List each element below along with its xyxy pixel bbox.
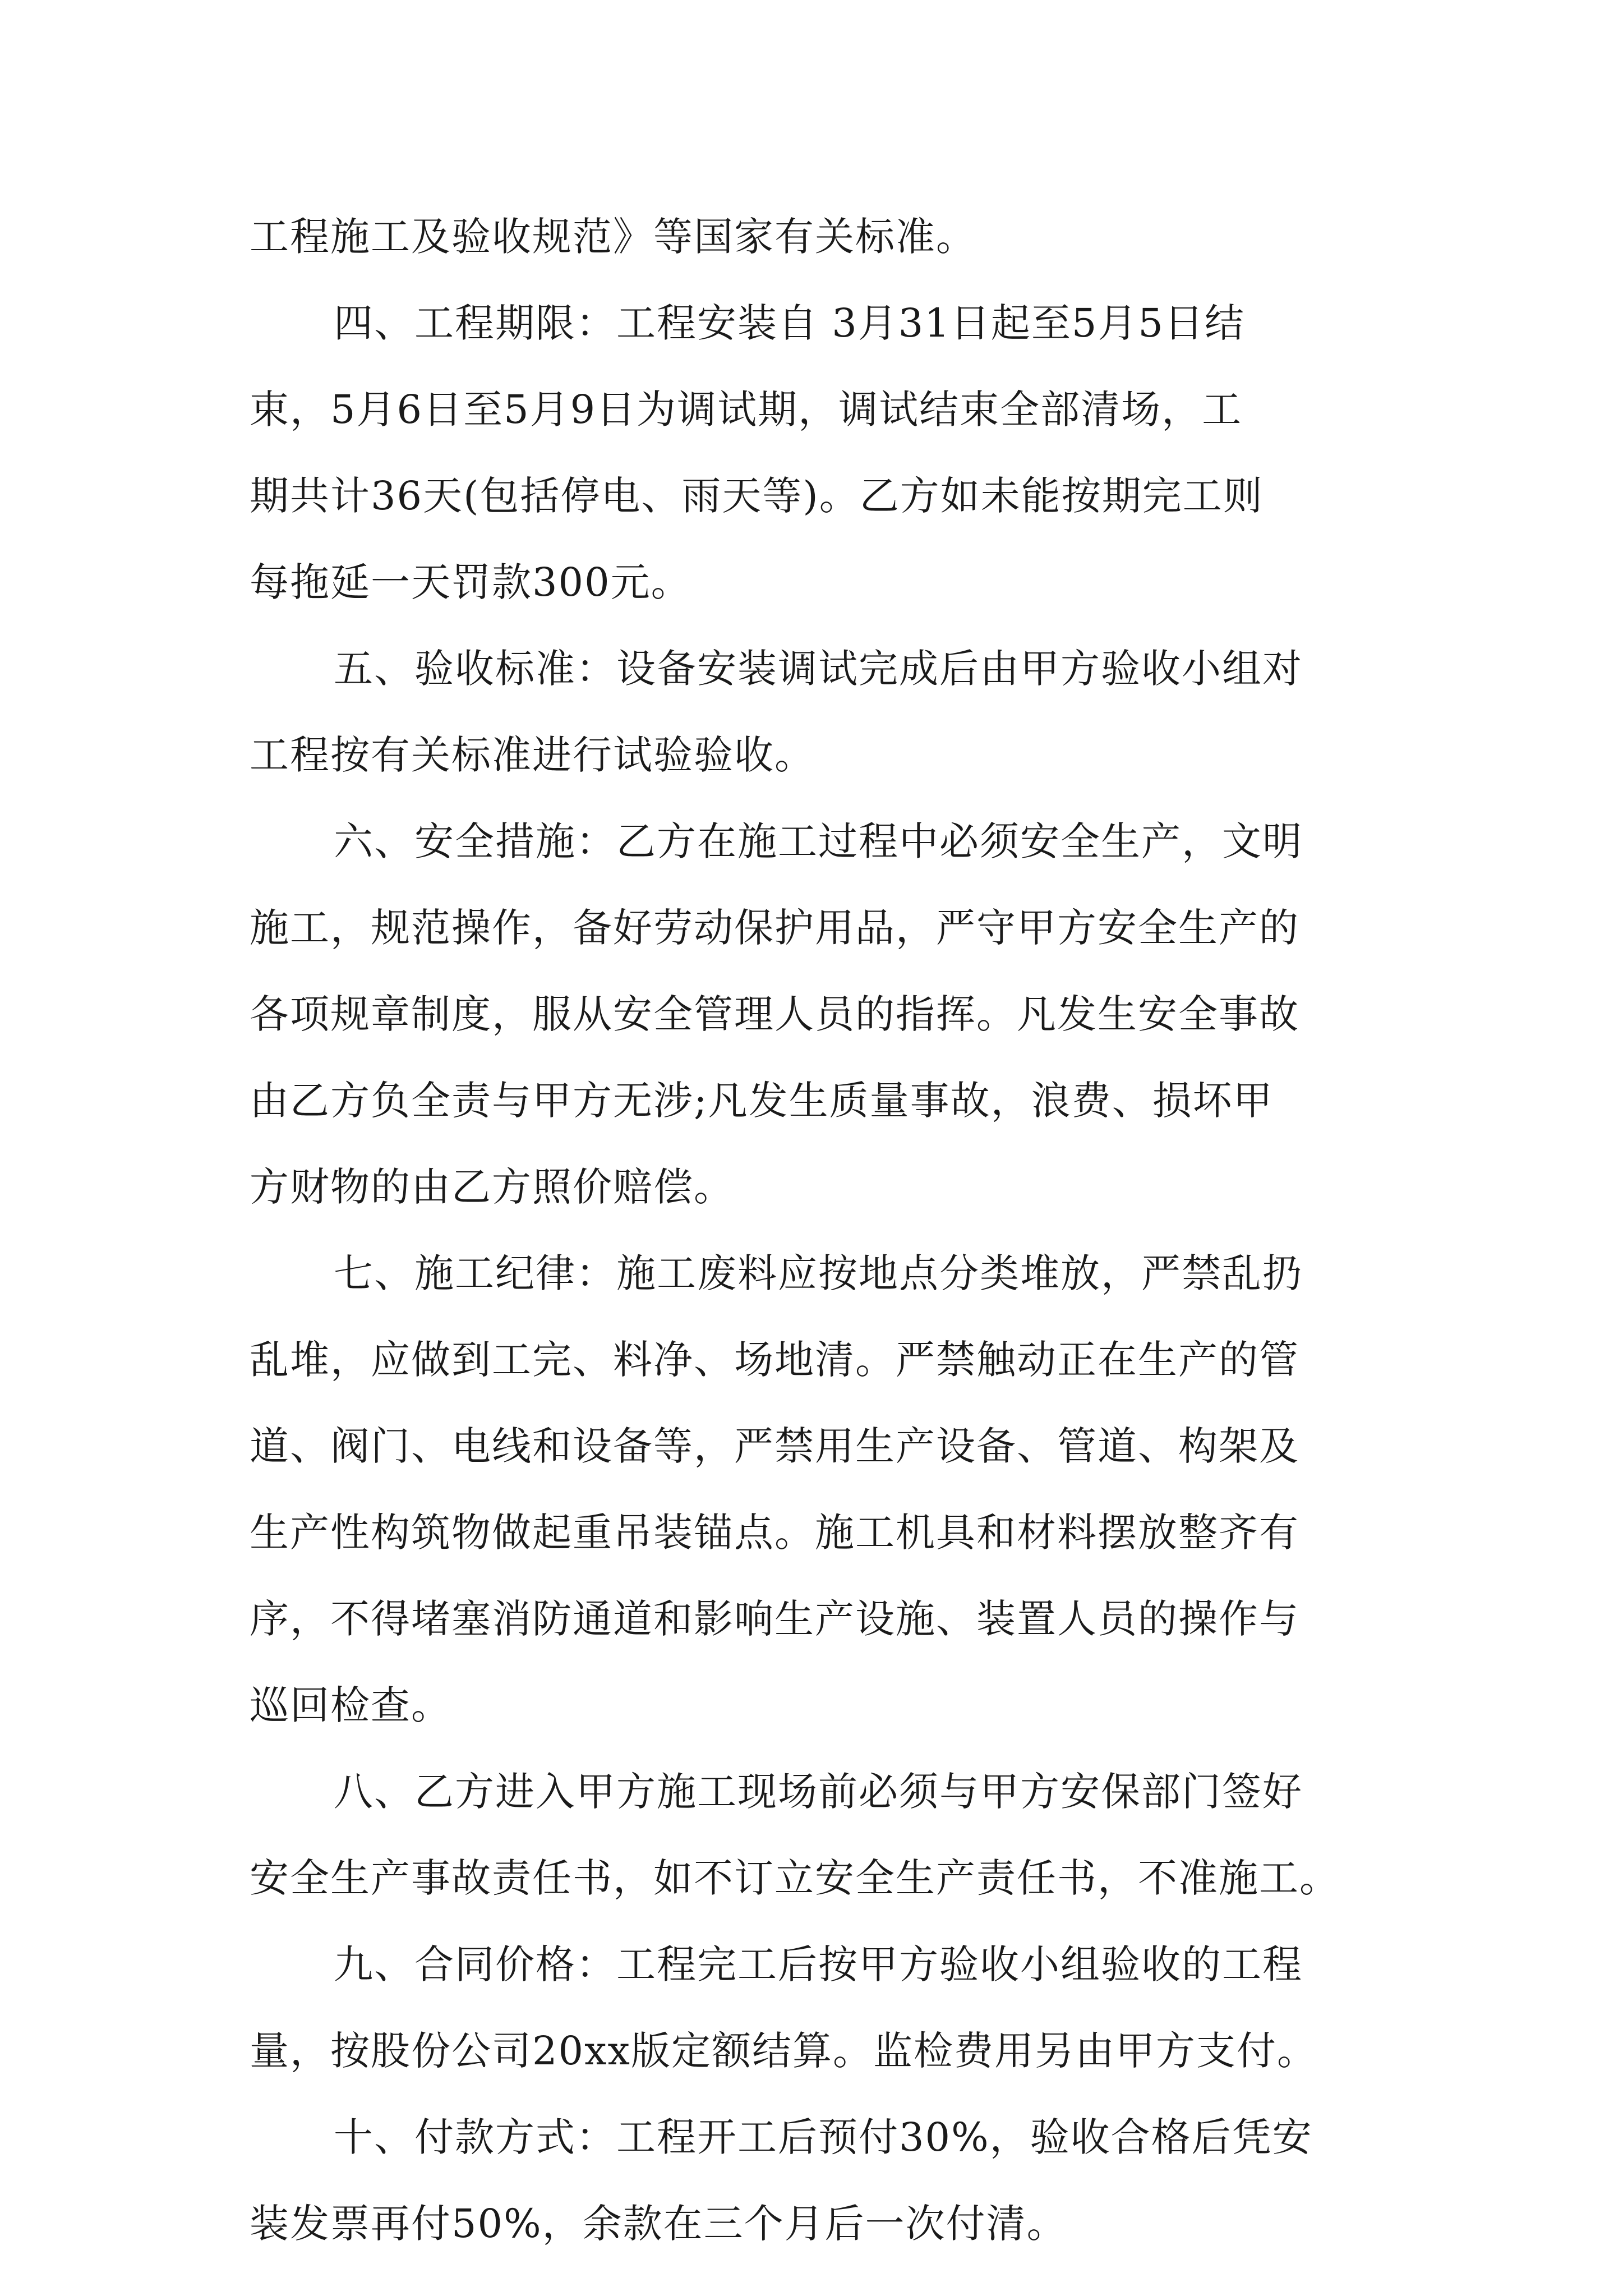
text-line: 九、合同价格：工程完工后按甲方验收小组验收的工程 (334, 1941, 1303, 1987)
text-line: 期共计36天(包括停电、雨天等)。乙方如未能按期完工则 (250, 473, 1264, 519)
text-line: 方财物的由乙方照价赔偿。 (250, 1164, 734, 1210)
contract-text-body (250, 194, 1394, 2267)
text-line: 序，不得堵塞消防通道和影响生产设施、装置人员的操作与 (250, 1596, 1299, 1642)
text-line: 工程按有关标准进行试验验收。 (250, 732, 815, 778)
text-line: 束，5月6日至5月9日为调试期，调试结束全部清场，工 (250, 386, 1243, 432)
text-line: 量，按股份公司20xx版定额结算。监检费用另由甲方支付。 (250, 2028, 1318, 2074)
text-line: 七、施工纪律：施工废料应按地点分类堆放，严禁乱扔 (334, 1250, 1303, 1296)
text-line: 道、阀门、电线和设备等，严禁用生产设备、管道、构架及 (250, 1423, 1299, 1469)
text-line: 乱堆，应做到工完、料净、场地清。严禁触动正在生产的管 (250, 1337, 1299, 1383)
text-line: 四、工程期限：工程安装自 3月31日起至5月5日结 (334, 300, 1245, 346)
text-line: 工程施工及验收规范》等国家有关标准。 (250, 214, 976, 260)
text-line: 每拖延一天罚款300元。 (250, 559, 691, 605)
text-line: 五、验收标准：设备安装调试完成后由甲方验收小组对 (334, 646, 1303, 692)
text-line: 由乙方负全责与甲方无涉;凡发生质量事故，浪费、损坏甲 (250, 1078, 1274, 1124)
text-line: 安全生产事故责任书，如不订立安全生产责任书，不准施工。 (250, 1855, 1340, 1901)
text-line: 巡回检查。 (250, 1682, 451, 1728)
text-line: 各项规章制度，服从安全管理人员的指挥。凡发生安全事故 (250, 991, 1299, 1037)
text-line: 八、乙方进入甲方施工现场前必须与甲方安保部门签好 (334, 1769, 1303, 1815)
text-line: 装发票再付50%，余款在三个月后一次付清。 (250, 2201, 1067, 2247)
text-line: 六、安全措施：乙方在施工过程中必须安全生产，文明 (334, 818, 1303, 864)
text-line: 施工，规范操作，备好劳动保护用品，严守甲方安全生产的 (250, 905, 1299, 951)
text-line: 生产性构筑物做起重吊装锚点。施工机具和材料摆放整齐有 (250, 1510, 1299, 1556)
text-line: 十、付款方式：工程开工后预付30%，验收合格后凭安 (334, 2114, 1313, 2160)
